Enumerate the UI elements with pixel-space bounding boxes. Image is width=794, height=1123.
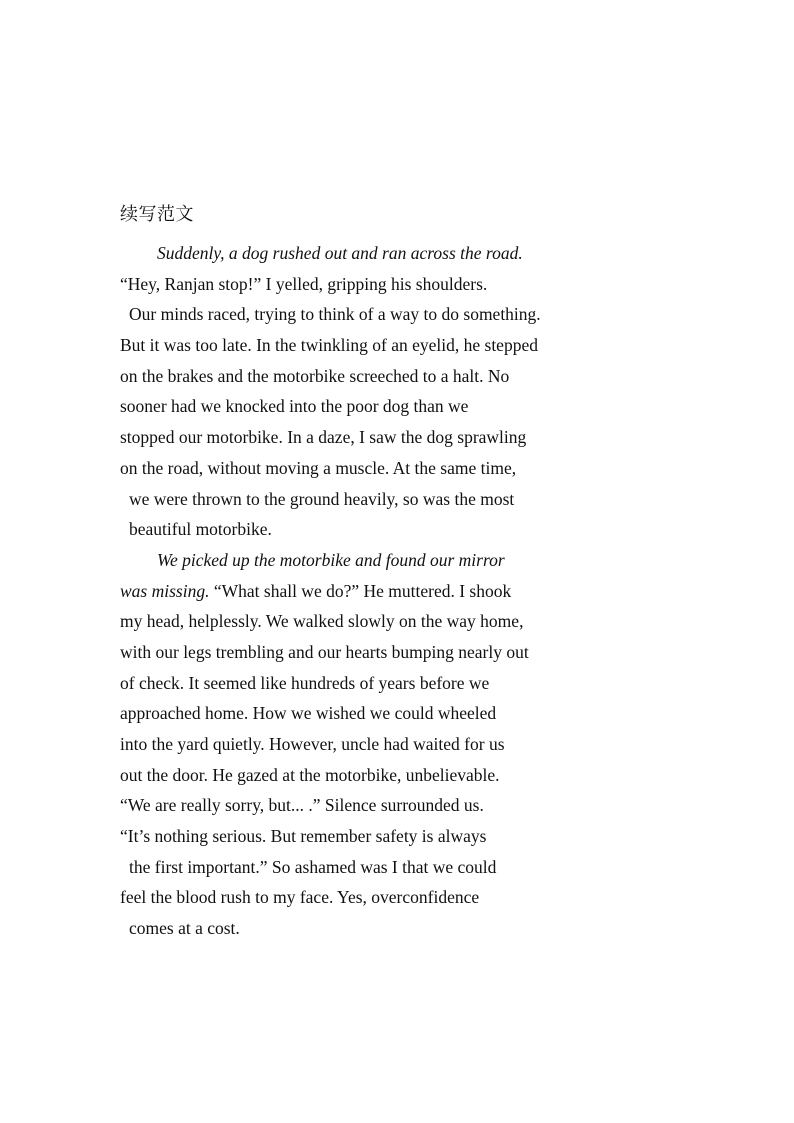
text-line: We picked up the motorbike and found our mirror bbox=[157, 549, 505, 570]
text-line: Suddenly, a dog rushed out and ran across the road. bbox=[157, 243, 523, 263]
text-line: my head, helplessly. We walked slowly on the way home, bbox=[120, 611, 524, 632]
text-line: we were thrown to the ground heavily, so was the most bbox=[129, 488, 515, 509]
text-line: “Hey, Ranjan stop!” I yelled, gripping his shoulders. bbox=[120, 273, 488, 294]
text-line: on the brakes and the motorbike screeched to a halt. No bbox=[120, 365, 510, 386]
text-line: Our minds raced, trying to think of a way to do something. bbox=[129, 304, 541, 325]
text-line: But it was too late. In the twinkling of an eyelid, he stepped bbox=[120, 335, 538, 356]
text-line: on the road, without moving a muscle. At the same time, bbox=[120, 457, 517, 478]
essay-body bbox=[120, 238, 720, 944]
text-line: the first important.” So ashamed was I that we could bbox=[129, 856, 497, 877]
text-line: of check. It seemed like hundreds of years before we bbox=[120, 672, 490, 693]
text-line: stopped our motorbike. In a daze, I saw the dog sprawling bbox=[120, 427, 527, 448]
text-line: with our legs trembling and our hearts bumping nearly out bbox=[120, 641, 529, 662]
text-line: “It’s nothing serious. But remember safety is always bbox=[120, 826, 487, 847]
text-line: feel the blood rush to my face. Yes, overconfidence bbox=[120, 887, 480, 908]
text-line: out the door. He gazed at the motorbike, unbelievable. bbox=[120, 764, 500, 785]
text-line: into the yard quietly. However, uncle had waited for us bbox=[120, 734, 505, 754]
text-line: beautiful motorbike. bbox=[129, 519, 272, 540]
page-title: 续写范文 bbox=[120, 204, 194, 225]
text-line: was missing. “What shall we do?” He muttered. I shook bbox=[120, 580, 512, 601]
text-line: approached home. How we wished we could wheeled bbox=[120, 703, 497, 724]
text-line: sooner had we knocked into the poor dog than we bbox=[120, 396, 469, 417]
text-line: “We are really sorry, but... .” Silence surrounded us. bbox=[120, 795, 484, 816]
text-line: comes at a cost. bbox=[129, 918, 240, 939]
